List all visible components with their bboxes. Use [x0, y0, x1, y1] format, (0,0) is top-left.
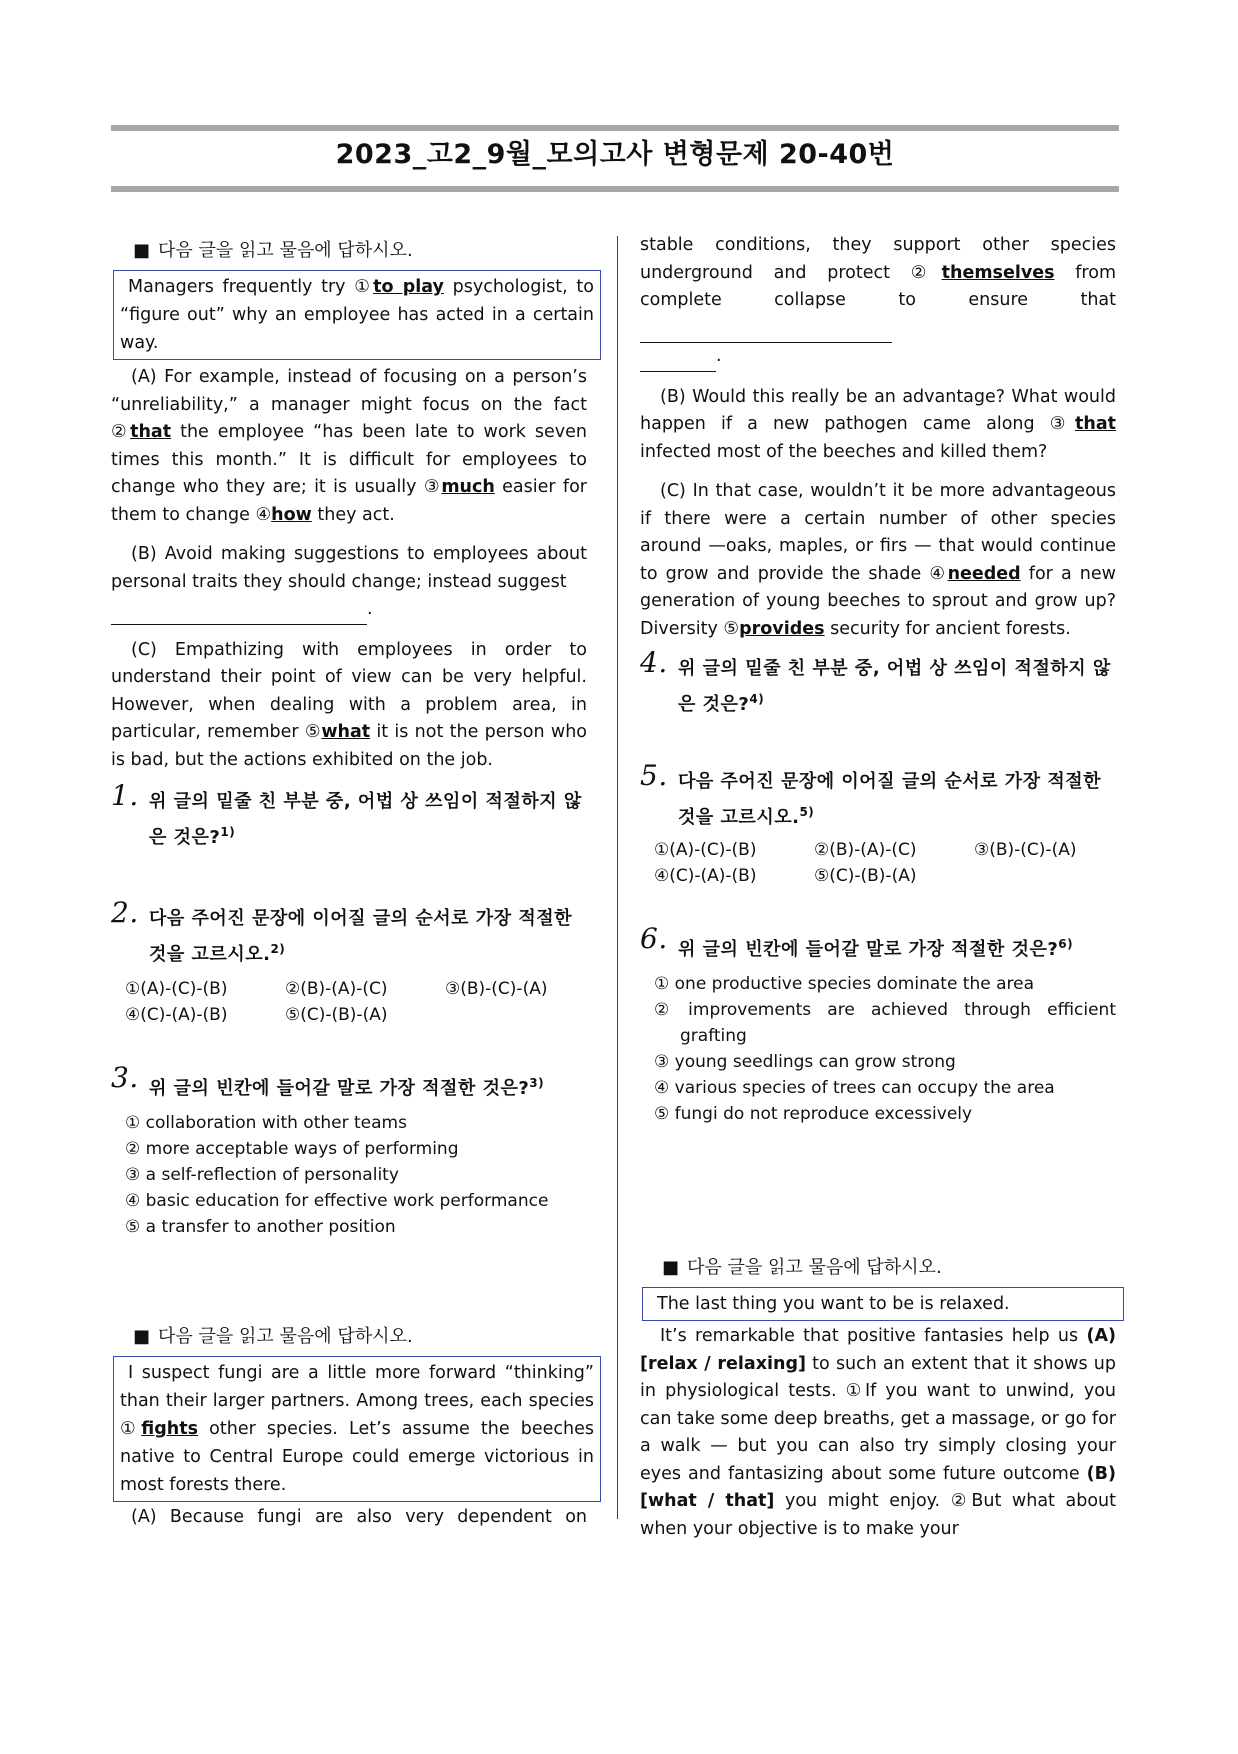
instruction-3: ■ 다음 글을 읽고 물음에 답하시오. [662, 1257, 942, 1278]
question-6-options [654, 971, 1116, 1127]
question-5-options [654, 837, 1116, 889]
option[interactable]: ② more acceptable ways of performing [125, 1139, 459, 1159]
option[interactable]: ④(C)-(A)-(B) [654, 866, 757, 886]
square-bullet-icon: ■ [133, 1326, 151, 1347]
option[interactable]: ①(A)-(C)-(B) [125, 979, 228, 999]
column-divider [617, 236, 618, 1519]
passage2-paragraph-c: (C) In that case, wouldn’t it be more advantageous if there were a certain number of other species around —oaks, maples, or firs — that would continue to grow and provide the shade ④needed for a new generation of young beeches to sprout and grow up? Diversity ⑤provides security for ancient forests. [640, 481, 1116, 639]
option[interactable]: ④ basic education for effective work performance [125, 1191, 549, 1211]
answer-blank [111, 596, 367, 625]
passage2-box: I suspect fungi are a little more forward “thinking” than their larger partners. Among trees, each species ①fights other species. Let’s assume the beeches native to Central Europe could emerge victorious in most forests there. [113, 1356, 601, 1502]
option[interactable]: ⑤ a transfer to another position [125, 1217, 396, 1237]
question-6: 6. 위 글의 빈칸에 들어갈 말로 가장 적절한 것은?$^{6)}$ [640, 922, 1074, 960]
option[interactable]: ⑤(C)-(B)-(A) [285, 1005, 388, 1025]
answer-blank [640, 343, 716, 372]
passage2-paragraph-a-start: (A) Because fungi are also very dependent on [131, 1507, 587, 1527]
option[interactable]: ②(B)-(A)-(C) [814, 840, 917, 860]
instruction-1: ■ 다음 글을 읽고 물음에 답하시오. [133, 240, 413, 261]
option[interactable]: ② improvements are achieved through efficient grafting [654, 1000, 1116, 1046]
passage1-box: Managers frequently try ①to play psychologist, to “figure out” why an employee has acted in a certain way. [113, 270, 601, 360]
question-3-options [125, 1110, 587, 1240]
passage2-paragraph-a-cont: stable conditions, they support other species underground and protect ②themselves from complete collapse to ensure that . [640, 232, 1116, 372]
passage2-paragraph-b: (B) Would this really be an advantage? What would happen if a new pathogen came along ③that infected most of the beeches and killed them? [640, 386, 1116, 462]
square-bullet-icon: ■ [662, 1257, 680, 1278]
question-4: 4. 위 글의 밑줄 친 부분 중, 어법 상 쓰임이 적절하지 않은 것은?$^{4)}$ [640, 646, 1111, 715]
passage3-box: The last thing you want to be is relaxed. [642, 1287, 1124, 1321]
instruction-2: ■ 다음 글을 읽고 물음에 답하시오. [133, 1326, 413, 1347]
question-3: 3. 위 글의 빈칸에 들어갈 말로 가장 적절한 것은?$^{3)}$ [111, 1061, 545, 1099]
option[interactable]: ① one productive species dominate the area [654, 974, 1035, 994]
question-2: 2. 다음 주어진 문장에 이어질 글의 순서로 가장 적절한 것을 고르시오.$^{2)}$ [111, 896, 573, 965]
page-title: 2023_고2_9월_모의고사 변형문제 20-40번 [335, 139, 895, 170]
right-column [640, 232, 1116, 1543]
question-2-options [125, 976, 587, 1028]
option[interactable]: ②(B)-(A)-(C) [285, 979, 388, 999]
answer-blank [640, 315, 892, 344]
option[interactable]: ③(B)-(C)-(A) [445, 979, 548, 999]
left-column [111, 232, 595, 1532]
option[interactable]: ① collaboration with other teams [125, 1113, 407, 1133]
question-5: 5. 다음 주어진 문장에 이어질 글의 순서로 가장 적절한 것을 고르시오.$^{5)}$ [640, 759, 1102, 828]
passage1-paragraph-a: (A) For example, instead of focusing on a person’s “unreliability,” a manager might focus on the fact ②that the employee “has been late to work seven times this month.” It is difficult for employees to change who they are; it is usually ③much easier for them to change ④how they act. [111, 367, 587, 525]
option[interactable]: ④ various species of trees can occupy the area [654, 1078, 1055, 1098]
option[interactable]: ⑤(C)-(B)-(A) [814, 866, 917, 886]
option[interactable]: ④(C)-(A)-(B) [125, 1005, 228, 1025]
option[interactable]: ③ young seedlings can grow strong [654, 1052, 956, 1072]
passage3-body: It’s remarkable that positive fantasies help us (A)[relax / relaxing] to such an extent that it shows up in physiological tests. ①If you want to unwind, you can take some deep breaths, get a massage, or go for a walk — but you can also try simply closing your eyes and fantasizing about some future outcome (B)[what / that] you might enjoy. ②But what about when your objective is to make your [640, 1326, 1116, 1539]
question-1: 1. 위 글의 밑줄 친 부분 중, 어법 상 쓰임이 적절하지 않은 것은?$^{1)}$ [111, 779, 582, 848]
option[interactable]: ⑤ fungi do not reproduce excessively [654, 1104, 973, 1124]
option[interactable]: ①(A)-(C)-(B) [654, 840, 757, 860]
square-bullet-icon: ■ [133, 240, 151, 261]
passage1-paragraph-c: (C) Empathizing with employees in order to understand their point of view can be very helpful. However, when dealing with a problem area, in particular, remember ⑤what it is not the person who is bad, but the actions exhibited on the job. [111, 639, 587, 770]
option[interactable]: ③(B)-(C)-(A) [974, 840, 1077, 860]
title-rule [111, 186, 1119, 192]
passage1-paragraph-b: (B) Avoid making suggestions to employees about personal traits they should change; instead suggest . [111, 541, 587, 625]
option[interactable]: ③ a self-reflection of personality [125, 1165, 399, 1185]
top-rule [111, 125, 1119, 131]
